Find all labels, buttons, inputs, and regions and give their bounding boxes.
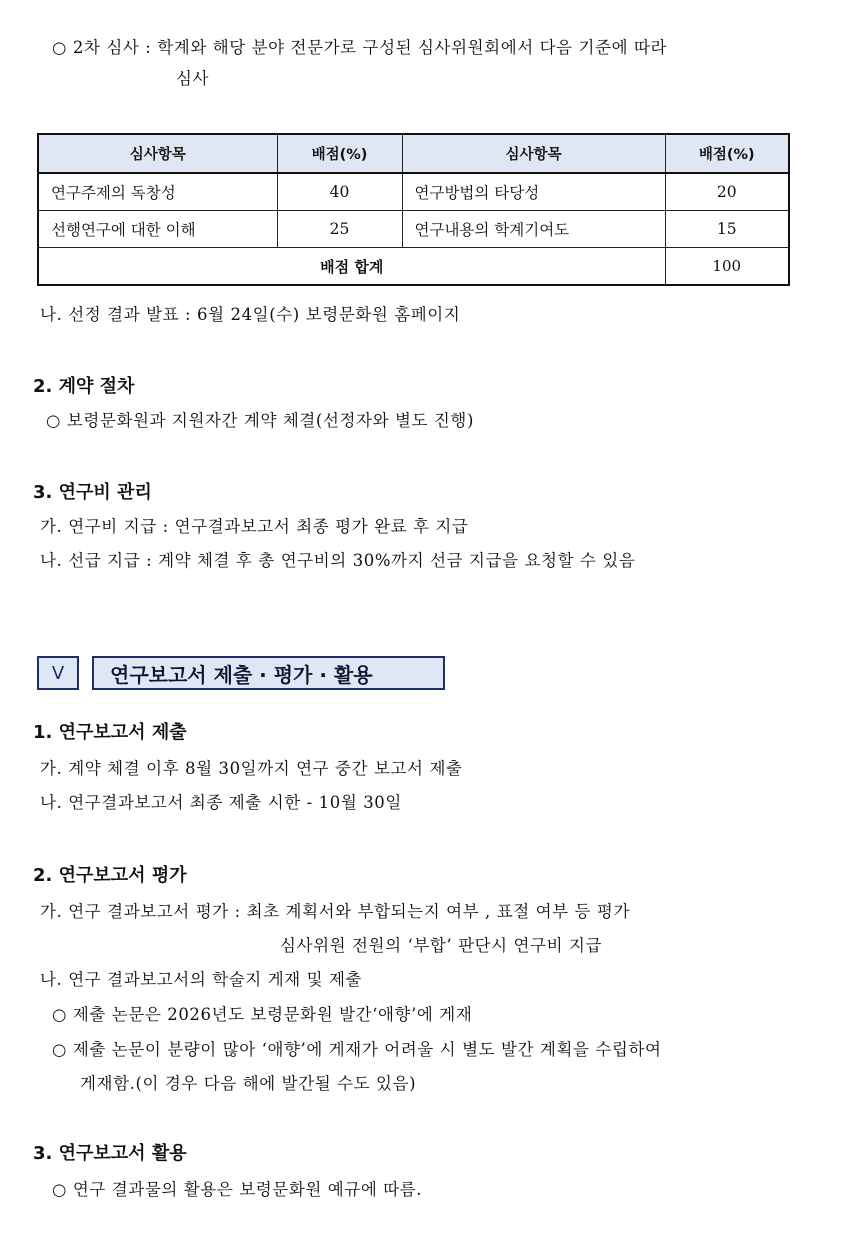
announce-text: 나. 선정 결과 발표 : 6월 24일(수) 보령문화원 홈페이지 — [40, 305, 461, 324]
total-label: 배점 합계 — [38, 248, 665, 286]
total-value: 100 — [665, 248, 789, 286]
table-cell: 선행연구에 대한 이해 — [38, 211, 277, 248]
section-title-box: 연구보고서 제출 · 평가 · 활용 — [92, 656, 445, 690]
submit-heading: 1. 연구보고서 제출 — [33, 722, 187, 743]
use-heading: 3. 연구보고서 활용 — [33, 1143, 187, 1164]
table-cell: 연구방법의 타당성 — [402, 173, 665, 211]
table-cell: 20 — [665, 173, 789, 211]
submit-item-2: 나. 연구결과보고서 최종 제출 시한 - 10월 30일 — [40, 793, 402, 812]
evaluate-a-line2: 심사위원 전원의 ‘부합’ 판단시 연구비 지급 — [280, 936, 603, 955]
header-cell: 심사항목 — [402, 134, 665, 173]
evaluate-b: 나. 연구 결과보고서의 학술지 게재 및 제출 — [40, 970, 363, 989]
budget-item-1: 가. 연구비 지급 : 연구결과보고서 최종 평가 완료 후 지급 — [40, 517, 469, 536]
header-cell: 심사항목 — [38, 134, 277, 173]
table-row — [38, 173, 789, 211]
table-row — [38, 211, 789, 248]
section-number-box: Ⅴ — [37, 656, 79, 690]
contract-item: ○ 보령문화원과 지원자간 계약 체결(선정자와 별도 진행) — [46, 411, 474, 430]
review2-line2: 심사 — [176, 69, 210, 88]
submit-item-1: 가. 계약 체결 이후 8월 30일까지 연구 중간 보고서 제출 — [40, 759, 463, 778]
evaluate-a-line1: 가. 연구 결과보고서 평가 : 최초 계획서와 부합되는지 여부 , 표절 여부 등 평가 — [40, 902, 631, 921]
table-cell: 연구주제의 독창성 — [38, 173, 277, 211]
header-cell: 배점(%) — [665, 134, 789, 173]
header-cell: 배점(%) — [277, 134, 402, 173]
contract-heading: 2. 계약 절차 — [33, 376, 135, 397]
review2-line1: ○ 2차 심사 : 학계와 해당 분야 전문가로 구성된 심사위원회에서 다음 기준에 따라 — [52, 38, 668, 57]
use-item: ○ 연구 결과물의 활용은 보령문화원 예규에 따름. — [52, 1180, 423, 1199]
table-total-row — [38, 248, 789, 286]
evaluate-b-item2-line2: 게재함.(이 경우 다음 해에 발간될 수도 있음) — [80, 1074, 417, 1093]
evaluate-heading: 2. 연구보고서 평가 — [33, 865, 187, 886]
table-cell: 15 — [665, 211, 789, 248]
table-cell: 연구내용의 학계기여도 — [402, 211, 665, 248]
table-cell: 40 — [277, 173, 402, 211]
budget-heading: 3. 연구비 관리 — [33, 482, 152, 503]
table-cell: 25 — [277, 211, 402, 248]
evaluate-b-item1: ○ 제출 논문은 2026년도 보령문화원 발간‘애향’에 게재 — [52, 1005, 473, 1024]
table-header-row — [38, 134, 789, 173]
evaluate-b-item2-line1: ○ 제출 논문이 분량이 많아 ‘애향’에 게재가 어려울 시 별도 발간 계획을 수립하여 — [52, 1040, 662, 1059]
score-table — [37, 133, 790, 286]
budget-item-2: 나. 선급 지급 : 계약 체결 후 총 연구비의 30%까지 선금 지급을 요청할 수 있음 — [40, 551, 636, 570]
